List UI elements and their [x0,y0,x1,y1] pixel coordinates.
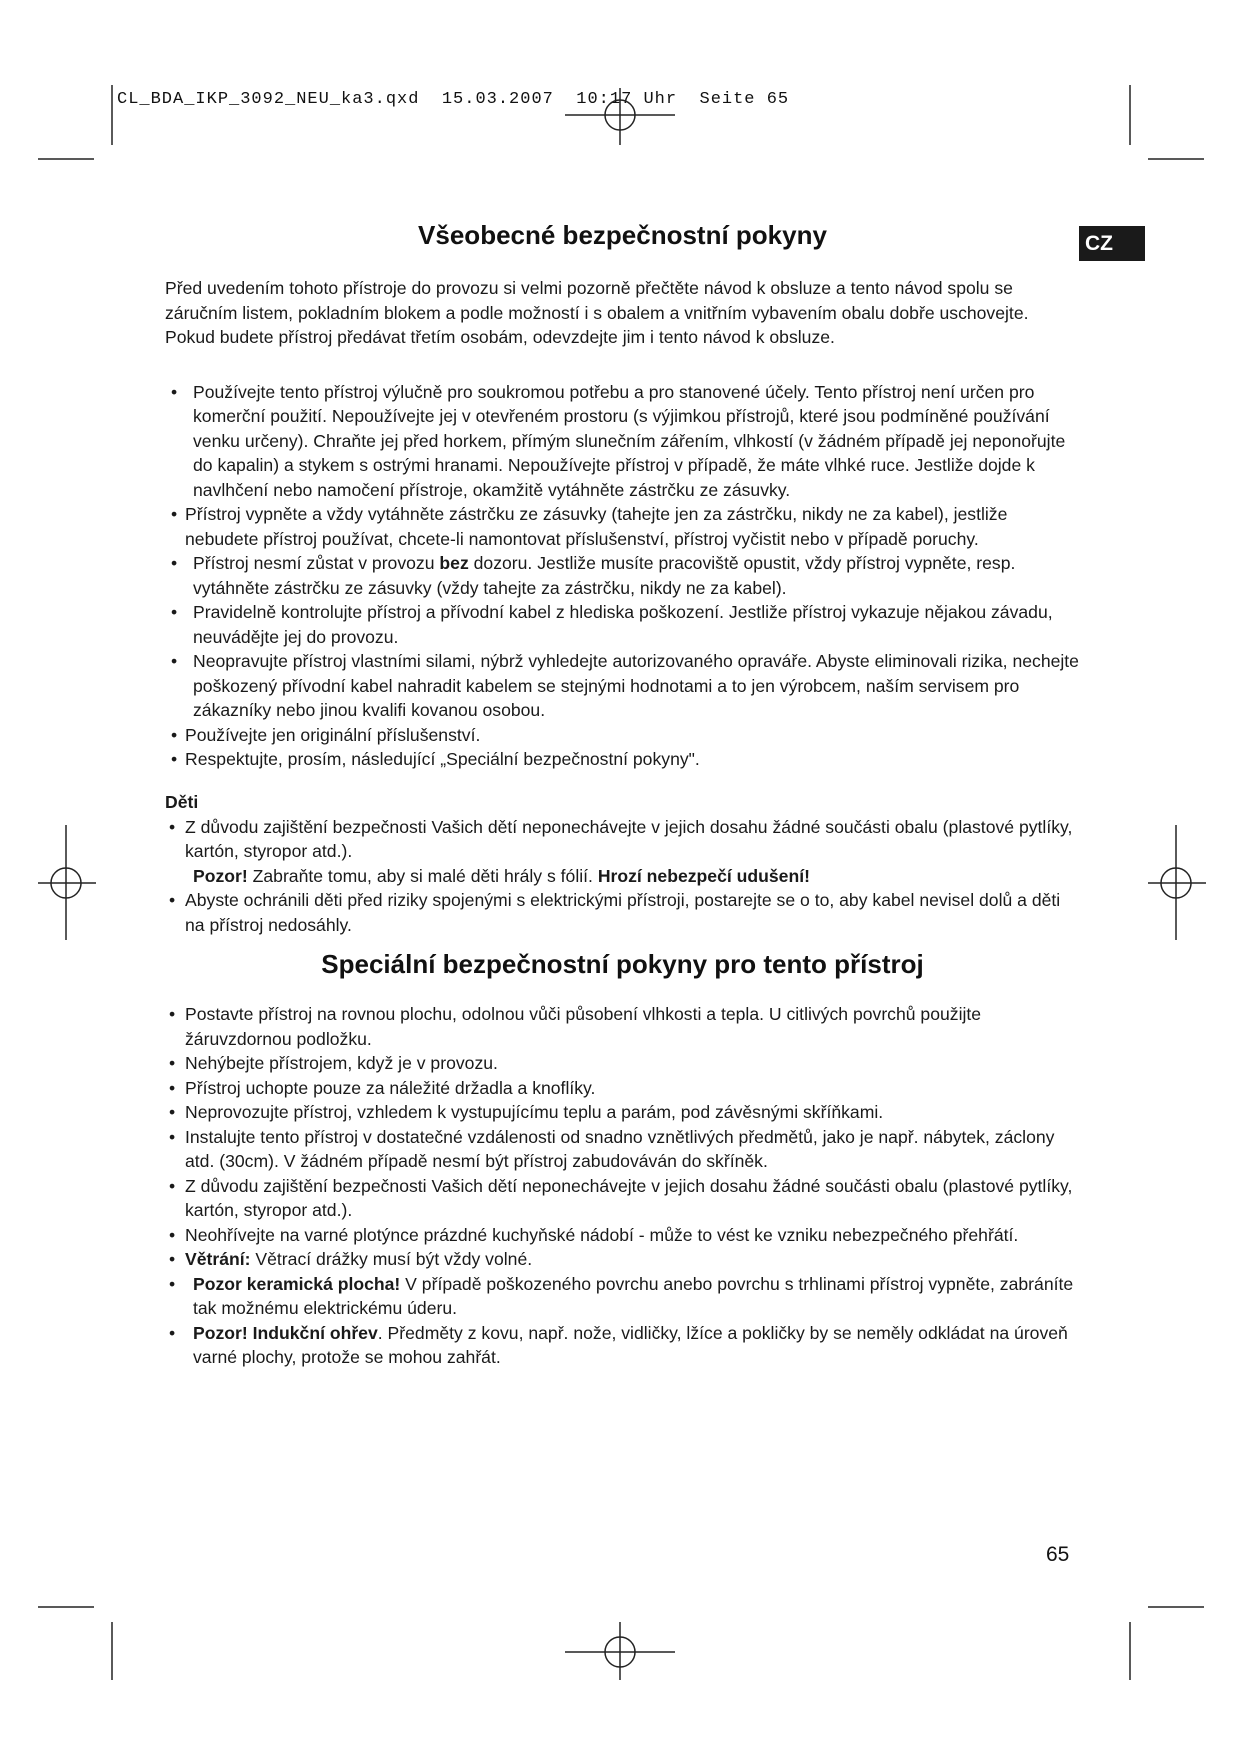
list-item: • Z důvodu zajištění bezpečnosti Vašich dětí neponechávejte v jejich dosahu žádné součásti obalu (plastové pytlíky, kartón, styropor atd.). Pozor! Zabraňte tomu, aby si malé děti hrály s fólií. Hrozí nebezpečí udušení! [165,815,1080,889]
section-title-general: Všeobecné bezpečnostní pokyny [418,220,827,250]
list-item: • Přístroj uchopte pouze za náležité držadla a knoflíky. [165,1076,1080,1101]
list-item: • Pravidelně kontrolujte přístroj a přívodní kabel z hlediska poškození. Jestliže přístroj vykazuje nějakou závadu, neuvádějte jej do provozu. [165,600,1080,649]
print-slug: CL_BDA_IKP_3092_NEU_ka3.qxd 15.03.2007 10:17 Uhr Seite 65 [117,90,790,109]
registration-mark-right [1148,825,1206,940]
list-item: • Neopravujte přístroj vlastními silami, nýbrž vyhledejte autorizovaného opraváře. Abyste eliminovali rizika, nechejte poškozený přívodní kabel nahradit kabelem se stejnými hodnotami a to jen výrobcem, naším servisem pro zákazníky nebo jinou kvalifi kovanou osobou. [165,649,1080,723]
list-item: • Větrání: Větrací drážky musí být vždy volné. [165,1247,1080,1272]
children-heading: Děti [165,791,199,812]
list-item: • Používejte jen originální příslušenství. [165,723,1080,748]
warning-line: Pozor! Zabraňte tomu, aby si malé děti hrály s fólií. Hrozí nebezpečí udušení! [193,865,810,886]
intro-paragraph: Před uvedením tohoto přístroje do provozu si velmi pozorně přečtěte návod k obsluze a tento návod spolu se záručním listem, pokladním blokem a podle možností i s obalem a vnitřním vybavením obalu dobře uschovejte. Pokud budete přístroj předávat třetím osobám, odevzdejte jim i tento návod k obsluze. [165,278,1029,347]
list-item: • Postavte přístroj na rovnou plochu, odolnou vůči působení vlhkosti a tepla. U citlivých povrchů použijte žáruvzdornou podložku. [165,1002,1080,1051]
list-item: • Instalujte tento přístroj v dostatečné vzdálenosti od snadno vznětlivých předmětů, jako je např. nábytek, záclony atd. (30cm). V žádném případě nesmí být přístroj zabudováván do skříněk. [165,1125,1080,1174]
list-item: • Přístroj nesmí zůstat v provozu bez dozoru. Jestliže musíte pracoviště opustit, vždy přístroj vypněte, resp. vytáhněte zástrčku ze zásuvky (vždy tahejte za zástrčku, nikdy ne za kabel). [165,551,1080,600]
special-safety-list [165,1002,1080,1370]
bold-text: bez [439,553,469,573]
page-number: 65 [1046,1543,1070,1566]
list-item: • Respektujte, prosím, následující „Speciální bezpečnostní pokyny". [165,747,1080,772]
registration-mark-top [565,88,675,145]
list-item: • Nehýbejte přístrojem, když je v provozu. [165,1051,1080,1076]
section-title-special: Speciální bezpečnostní pokyny pro tento přístroj [321,949,924,979]
language-tab: CZ [1079,226,1145,261]
page-content [165,220,1080,1370]
list-item: • Používejte tento přístroj výlučně pro soukromou potřebu a pro stanovené účely. Tento přístroj není určen pro komerční použití. Nepoužívejte jej v otevřeném prostoru (s výjimkou přístrojů, které jsou podmíněné používání venku určeny). Chraňte jej před horkem, přímým slunečním zářením, vlhkostí (v žádném případě jej neponořujte do kapalin) a stykem s ostrými hranami. Nepoužívejte přístroj v případě, že máte vlhké ruce. Jestliže dojde k navlhčení nebo namočení přístroje, okamžitě vytáhněte zástrčku ze zásuvky. [165,380,1080,503]
registration-mark-left [38,825,96,940]
registration-mark-bottom [565,1622,675,1680]
list-item: • Pozor keramická plocha! V případě poškozeného povrchu anebo povrchu s trhlinami přístroj vypněte, zabráníte tak možnému elektrickému úderu. [165,1272,1080,1321]
children-list [165,815,1080,938]
general-safety-list [165,380,1080,772]
list-item: • Pozor! Indukční ohřev. Předměty z kovu, např. nože, vidličky, lžíce a pokličky by se neměly odkládat na úroveň varné plochy, protože se mohou zahřát. [165,1321,1080,1370]
list-item: • Přístroj vypněte a vždy vytáhněte zástrčku ze zásuvky (tahejte jen za zástrčku, nikdy ne za kabel), jestliže nebudete přístroj používat, chcete-li namontovat příslušenství, přístroj vyčistit nebo v případě poruchy. [165,502,1080,551]
list-item: • Z důvodu zajištění bezpečnosti Vašich dětí neponechávejte v jejich dosahu žádné součásti obalu (plastové pytlíky, kartón, styropor atd.). [165,1174,1080,1223]
list-item: • Neprovozujte přístroj, vzhledem k vystupujícímu teplu a parám, pod závěsnými skříňkami. [165,1100,1080,1125]
list-item: • Abyste ochránili děti před riziky spojenými s elektrickými přístroji, postarejte se o to, aby kabel nevisel dolů a děti na přístroj nedosáhly. [165,888,1080,937]
list-item: • Neohřívejte na varné plotýnce prázdné kuchyňské nádobí - může to vést ke vzniku nebezpečného přehřátí. [165,1223,1080,1248]
